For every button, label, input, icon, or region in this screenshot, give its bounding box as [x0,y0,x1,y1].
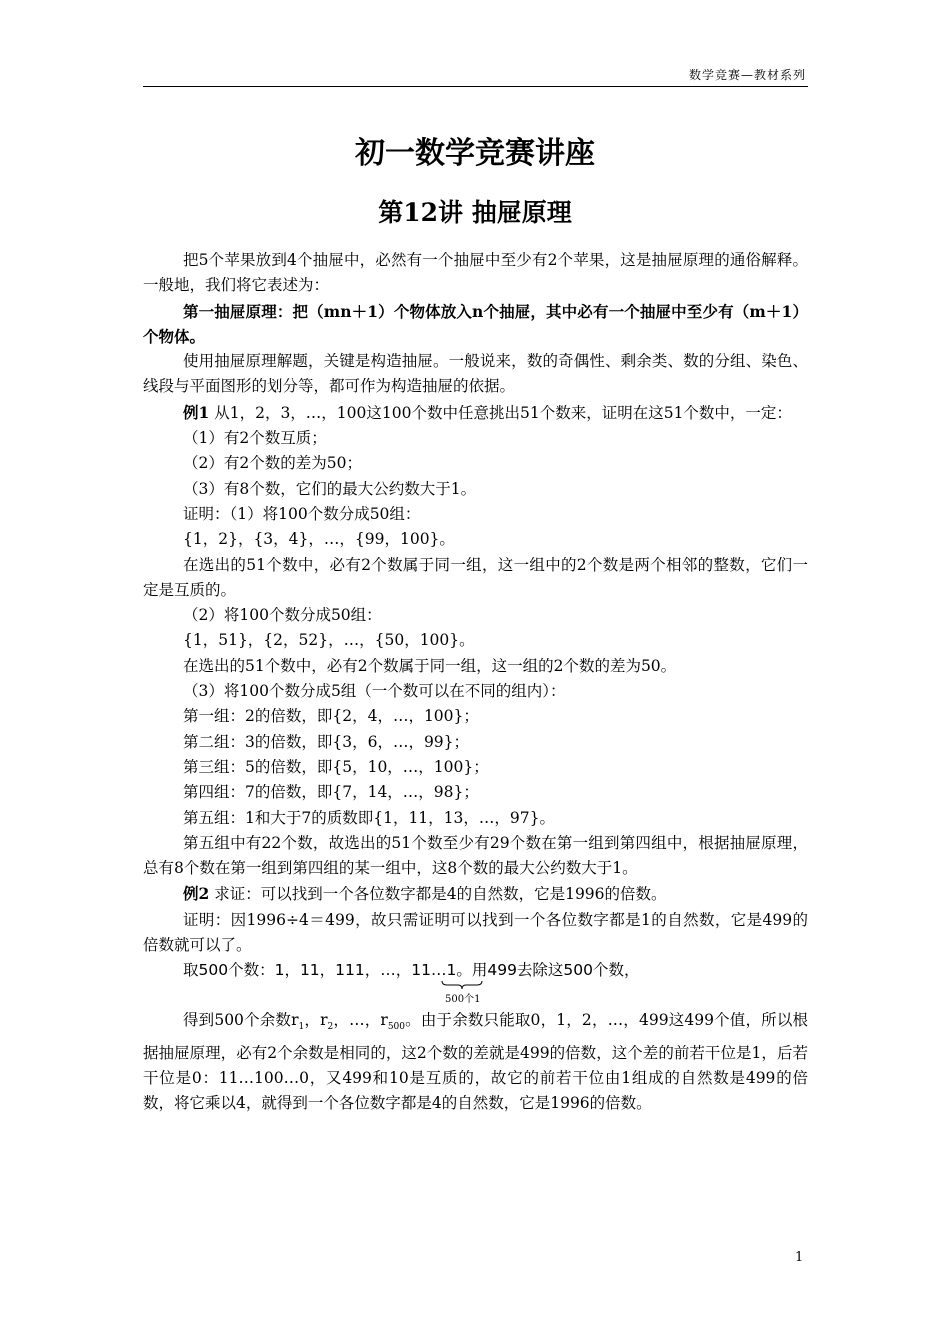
proof-line: 证明：（1）将100个数分成50组： [183,504,421,523]
final-text: ，r [304,1011,328,1030]
subscript: 500 [387,1022,406,1033]
final-text: 得到500个余数r [183,1011,299,1030]
example-1-label: 例1 [183,402,210,422]
final-paragraph [143,1008,808,1116]
proof-line: {1，2}，{3，4}，…，{99，100}。 [183,530,455,549]
example-2-statement [143,881,808,907]
example-2-label: 例2 [183,884,210,904]
lecture-title: 第12讲 抽屉原理 [378,198,572,227]
page-header [143,64,808,87]
example-1-item: （3）有8个数，它们的最大公约数大于1。 [183,479,477,498]
subscript: 2 [327,1022,334,1033]
principle-statement: 第一抽屉原理：把（mn＋1）个物体放入n个抽屉，其中必有一个抽屉中至少有（m＋1）个物体。 [143,301,808,346]
proof-line: 第五组：1和大于7的质数即{1，11，13，…，97}。 [183,808,555,827]
proof-line: 第二组：3的倍数，即{3，6，…，99}； [183,732,470,751]
proof-line: （2）将100个数分成50组： [183,606,382,625]
page-number: 1 [795,1250,804,1265]
proof-line: 第三组：5的倍数，即{5，10，…，100}； [183,757,489,776]
intro-paragraph: 把5个苹果放到4个抽屉中，必然有一个抽屉中至少有2个苹果，这是抽屉原理的通俗解释。一般地，我们将它表述为： [143,251,808,295]
example-2-proof: 证明：因1996÷4＝499，故只需证明可以找到一个各位数字都是1的自然数，它是499的倍数就可以了。 [143,910,808,955]
math-expression [183,958,808,1008]
document-body [143,248,808,1117]
subscript: 1 [298,1022,305,1033]
example-1-item: （1）有2个数互质； [183,429,327,448]
header-text: 数学竞赛—教材系列 [688,68,806,82]
proof-line: 第五组中有22个数，故选出的51个数至少有29个数在第一组到第四组中，根据抽屉原理，总有8个数在第一组到第四组的某一组中，这8个数的最大公约数大于1。 [143,833,808,878]
usage-paragraph: 使用抽屉原理解题，关键是构造抽屉。一般说来，数的奇偶性、剩余类、数的分组、染色、线段与平面图形的划分等，都可作为构造抽屉的依据。 [143,352,808,396]
example-2-text: 求证：可以找到一个各位数字都是4的自然数，它是1996的倍数。 [209,885,667,904]
example-1-statement [143,400,808,426]
document-title: 初一数学竞赛讲座 [355,136,595,171]
proof-line: 第四组：7的倍数，即{7，14，…，98}； [183,783,479,802]
proof-line: {1，51}，{2，52}，…，{50，100}。 [183,631,475,650]
example-1-item: （2）有2个数的差为50； [183,454,362,473]
proof-line: （3）将100个数分成5组（一个数可以在不同的组内）： [183,682,566,701]
underbrace-label: 500个1 [445,994,481,1006]
final-text: ，…，r [333,1011,388,1030]
final-text: 。由于余数只能取0，1，2，…，499这499个值，所以根据抽屉原理，必有2个余数是相同的，这2个数的差就是499的倍数，这个差的前若干位是1，后若干位是0：11…100…0，又499和10是互质的，故它的前若干位由1组成的自然数是499的倍数，将它乘以4，就得到一个各位数字都是4的自然数，它是1996的倍数。 [143,1011,808,1113]
example-1-text: 从1，2，3，…，100这100个数中任意挑出51个数来，证明在这51个数中，一定： [209,403,792,422]
math-line: 取500个数：1，11，111，…，11…1。用499去除这500个数， [183,961,640,980]
underbrace-icon [441,980,483,990]
proof-line: 在选出的51个数中，必有2个数属于同一组，这一组的2个数的差为50。 [183,656,677,675]
proof-line: 第一组：2的倍数，即{2，4，…，100}； [183,707,479,726]
proof-line: 在选出的51个数中，必有2个数属于同一组，这一组中的2个数是两个相邻的整数，它们一定是互质的。 [143,555,808,599]
